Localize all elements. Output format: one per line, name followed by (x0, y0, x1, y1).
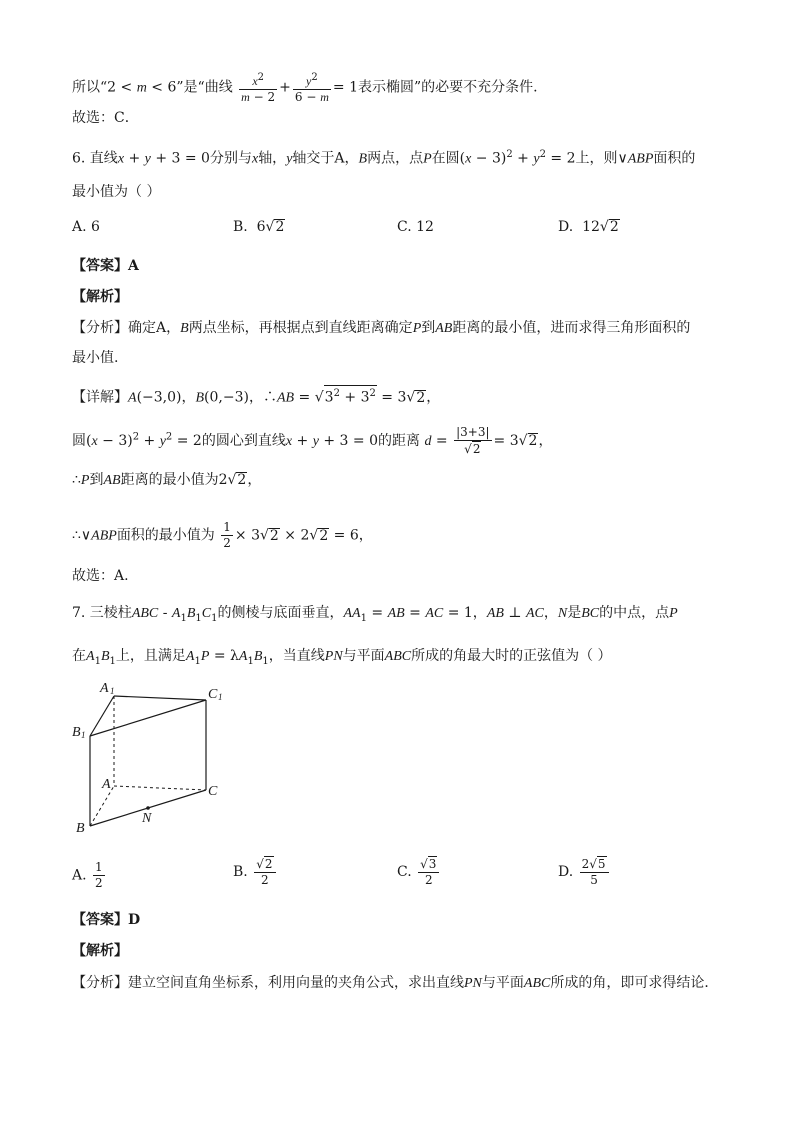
q6-option-a: A. 6 (72, 219, 100, 235)
question-7-text-2: 在$A_1B_1$上，且满足$A_1P = \lambda A_1B_1$，当直线PN与平面ABC所成的角最大时的正弦值为（ ） (72, 648, 612, 667)
prism-figure (72, 680, 232, 840)
q6-option-c: C. 12 (397, 219, 434, 235)
point-n (146, 806, 150, 810)
question-6-text: 6. 直线x + y + 3 = 0分别与x轴，y轴交于A，B两点，点P在圆$(x - 3)^2 + y^2 = 2$上，则∨ABP面积的 (72, 149, 696, 167)
q7-option-a: A. $\frac{1}{2}$ (72, 860, 103, 890)
label-c1: C (208, 687, 218, 702)
question-6-text-2: 最小值为（ ） (72, 184, 161, 200)
label-a: A (102, 777, 111, 792)
fraction: $\frac{x^2}{m - 2}$ (241, 72, 276, 104)
analysis-6: 【分析】确定A，B两点坐标，再根据点到直线距离确定P到AB距离的最小值，进而求得三角形面积的 (72, 320, 691, 336)
q7-option-c: C. $\frac{√3}{2}$ (397, 856, 441, 888)
text-line-select: 故选：C． (72, 110, 139, 126)
edge-a-c (114, 786, 206, 790)
detail-6-area: ∴∨ABP面积的最小值为 $\frac{1}{2}$ × 3√2 × 2√2 = 6， (72, 520, 373, 550)
q7-option-b: B. $\frac{√2}{2}$ (233, 856, 278, 888)
q6-option-d: D. 12√2 (558, 219, 619, 235)
select-6: 故选：A. (72, 568, 129, 584)
detail-6-min: ∴P到AB距离的最小值为2√2， (72, 472, 262, 488)
svg-text:1: 1 (81, 730, 86, 740)
analysis-7: 【分析】建立空间直角坐标系，利用向量的夹角公式，求出直线PN与平面ABC所成的角，即可求得结论． (72, 975, 719, 991)
analysis-heading-6: 【解析】 (72, 289, 128, 305)
fraction: $\frac{y^2}{6 - m}$ (294, 72, 329, 104)
answer-6: 【答案】A (72, 258, 139, 274)
svg-text:1: 1 (110, 686, 115, 696)
text: 所以“ (72, 79, 108, 96)
text-line-conclusion: 所以“2 < m < 6”是“曲线 $\frac{x^2}{m - 2}$ + $\frac{y^2}{6 - m}$ = 1表示椭圆”的必要不充分条件. (72, 72, 538, 104)
q7-option-d: D. $\frac{2√5}{5}$ (558, 856, 611, 888)
analysis-6-line2: 最小值. (72, 350, 119, 366)
detail-6: 【详解】A(−3,0)，B(0,−3)，∴AB = $√3^2 + 3^2 = 3√2$， (72, 385, 440, 409)
text: ”是“曲线 (176, 79, 233, 96)
label-c: C (208, 784, 218, 799)
label-a1: A (100, 681, 109, 696)
text: 表示椭圆”的必要不充分条件. (358, 79, 538, 96)
edge-b1-c1 (90, 700, 206, 736)
analysis-heading-7: 【解析】 (72, 943, 128, 959)
edge-a1-c1 (114, 696, 206, 700)
svg-text:1: 1 (218, 692, 223, 702)
question-7-text: 7. 三棱柱ABC - $A_1B_1C_1$的侧棱与底面垂直，$AA_1$ = AB = AC = 1，AB ⊥ AC，N是BC的中点，点P (72, 605, 678, 624)
detail-6-distance: 圆$(x - 3)^2 + y^2 = 2$的圆心到直线x + y + 3 = 0的距离 d = $\frac{|3+3|}{√2}$ = 3√2， (72, 425, 553, 456)
label-b1: B (72, 725, 81, 740)
label-b: B (76, 821, 85, 836)
answer-7: 【答案】D (72, 912, 141, 928)
q6-option-b: B. 6√2 (233, 219, 285, 235)
label-n: N (142, 811, 152, 826)
